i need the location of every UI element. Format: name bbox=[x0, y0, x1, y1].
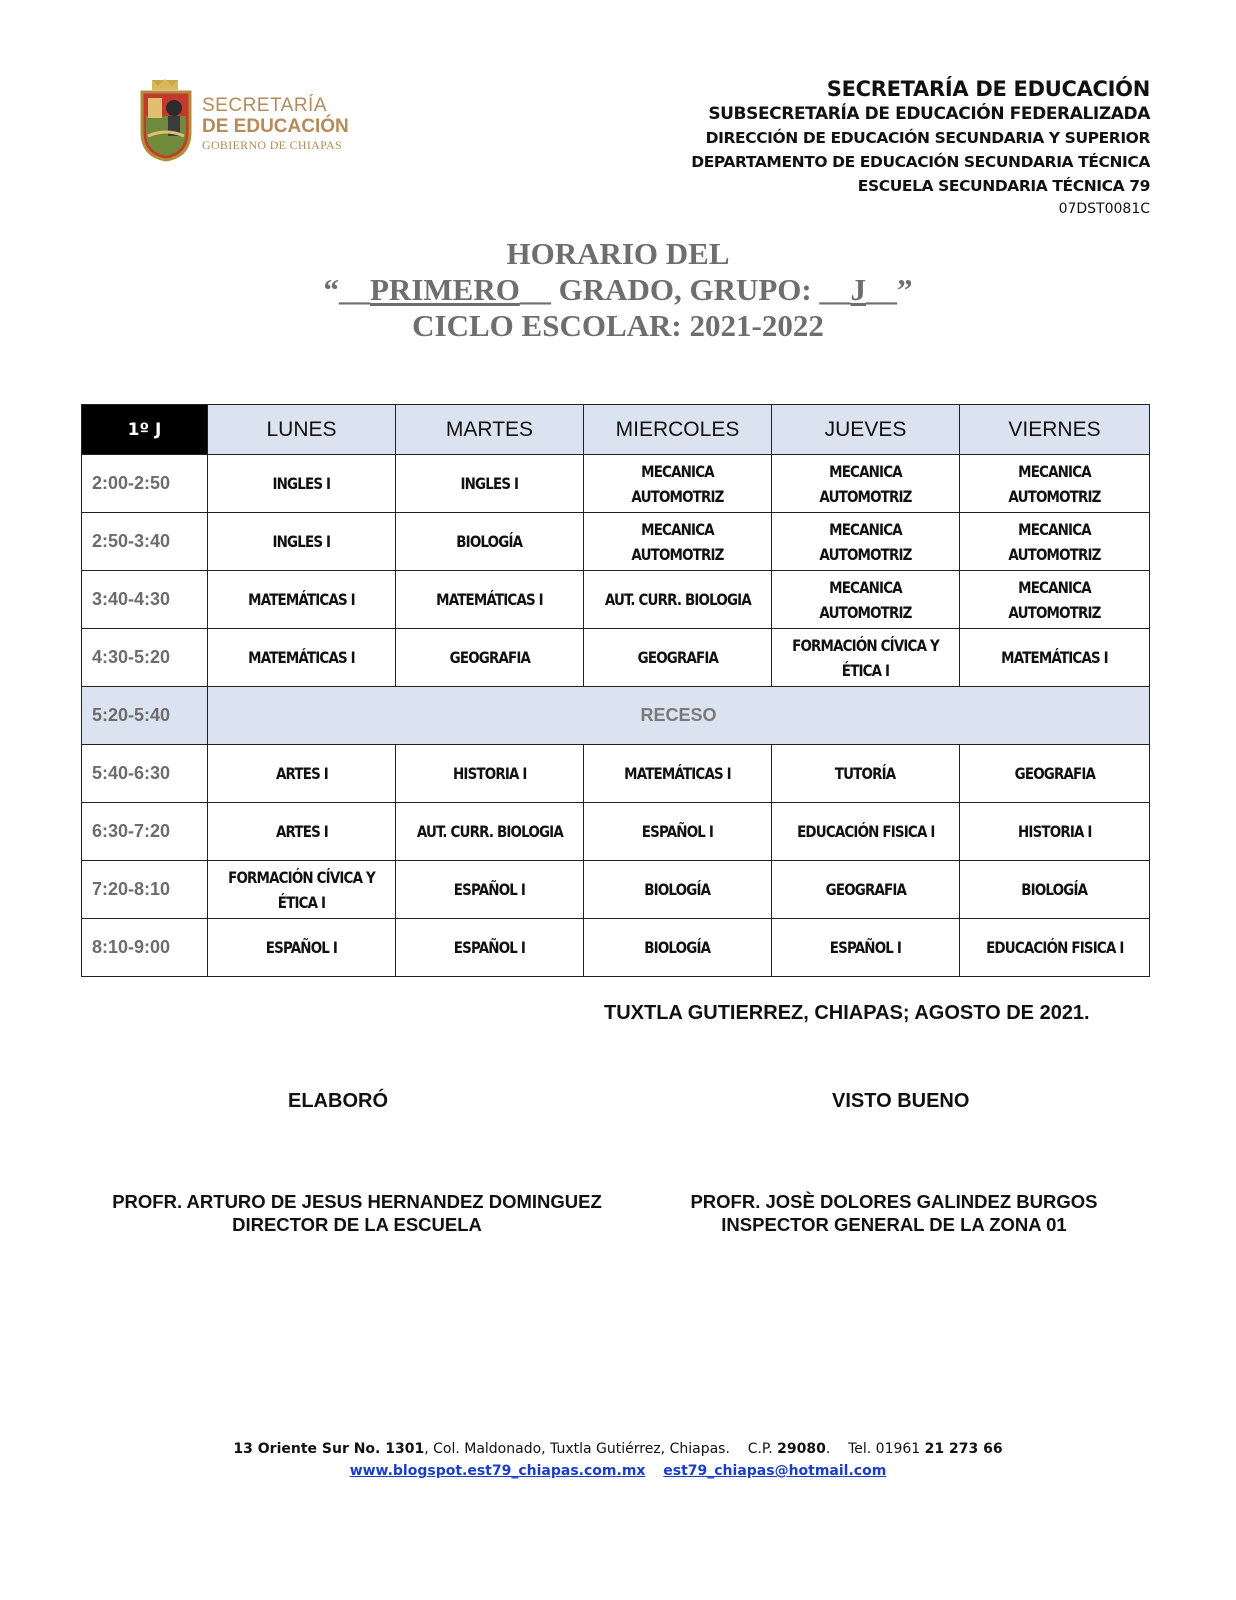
time-slot: 2:50-3:40 bbox=[82, 513, 208, 571]
subject-label: EDUCACIÓN FISICA I bbox=[796, 822, 935, 841]
subject-cell bbox=[584, 861, 772, 919]
schedule-row bbox=[82, 513, 1150, 571]
subject-cell bbox=[584, 455, 772, 513]
day-header: VIERNES bbox=[960, 405, 1150, 455]
subject-label: MATEMÁTICAS I bbox=[624, 764, 731, 783]
subject-label: HISTORIA I bbox=[452, 764, 527, 783]
time-slot: 8:10-9:00 bbox=[82, 919, 208, 977]
schedule-row bbox=[82, 919, 1150, 977]
day-header: LUNES bbox=[208, 405, 396, 455]
subject-label: BIOLOGÍA bbox=[644, 880, 711, 899]
recess-row bbox=[82, 687, 1150, 745]
time-slot: 2:00-2:50 bbox=[82, 455, 208, 513]
subject-cell bbox=[772, 571, 960, 629]
subject-label: MECANICA AUTOMOTRIZ bbox=[1008, 519, 1101, 564]
grado-value: PRIMERO bbox=[370, 272, 520, 307]
document-title bbox=[0, 236, 1236, 344]
subject-label: MECANICA AUTOMOTRIZ bbox=[819, 577, 912, 622]
subject-cell bbox=[396, 513, 584, 571]
right-signer-name: PROFR. JOSÈ DOLORES GALINDEZ BURGOS bbox=[690, 1191, 1098, 1212]
secretaria-logo bbox=[138, 78, 378, 164]
direccion-title: DIRECCIÓN DE EDUCACIÓN SECUNDARIA Y SUPERIOR bbox=[705, 129, 1150, 147]
subject-cell bbox=[208, 803, 396, 861]
subject-cell bbox=[772, 629, 960, 687]
logo-line-2: DE EDUCACIÓN bbox=[202, 116, 349, 137]
subject-cell bbox=[208, 861, 396, 919]
subject-cell bbox=[208, 513, 396, 571]
subject-label: MECANICA AUTOMOTRIZ bbox=[819, 461, 912, 506]
close-quote: ” bbox=[896, 272, 913, 307]
blank-before-grupo: __ bbox=[819, 272, 851, 307]
subject-cell bbox=[772, 745, 960, 803]
subject-cell bbox=[208, 919, 396, 977]
subject-label: FORMACIÓN CÍVICA Y ÉTICA I bbox=[792, 635, 939, 680]
left-signer-name: PROFR. ARTURO DE JESUS HERNANDEZ DOMINGUEZ bbox=[112, 1191, 602, 1212]
right-signer-role: INSPECTOR GENERAL DE LA ZONA 01 bbox=[721, 1214, 1067, 1235]
day-header: MARTES bbox=[396, 405, 584, 455]
footer bbox=[0, 1438, 1236, 1482]
subject-label: INGLES I bbox=[272, 474, 331, 493]
website-link[interactable]: www.blogspot.est79_chiapas.com.mx bbox=[349, 1463, 646, 1479]
subject-cell bbox=[208, 571, 396, 629]
subject-label: MECANICA AUTOMOTRIZ bbox=[631, 461, 724, 506]
subject-label: GEOGRAFIA bbox=[449, 648, 530, 667]
subject-label: EDUCACIÓN FISICA I bbox=[985, 938, 1124, 957]
subject-cell bbox=[772, 455, 960, 513]
subject-label: AUT. CURR. BIOLOGIA bbox=[416, 822, 563, 841]
coat-of-arms-icon bbox=[138, 78, 194, 162]
grado-grupo-label: GRADO, GRUPO: bbox=[550, 272, 820, 307]
subject-cell bbox=[584, 629, 772, 687]
footer-colony: , Col. Maldonado, Tuxtla Gutiérrez, Chiapas. C.P. bbox=[424, 1441, 778, 1457]
subject-label: BIOLOGÍA bbox=[456, 532, 523, 551]
subsecretaria-title: SUBSECRETARÍA DE EDUCACIÓN FEDERALIZADA bbox=[708, 104, 1150, 124]
subject-cell bbox=[772, 919, 960, 977]
time-slot: 7:20-8:10 bbox=[82, 861, 208, 919]
subject-label: GEOGRAFIA bbox=[1014, 764, 1095, 783]
departamento-title: DEPARTAMENTO DE EDUCACIÓN SECUNDARIA TÉCNICA bbox=[691, 153, 1150, 171]
subject-label: ARTES I bbox=[275, 764, 328, 783]
subject-cell bbox=[960, 513, 1150, 571]
schedule-row bbox=[82, 861, 1150, 919]
subject-label: ESPAÑOL I bbox=[641, 822, 714, 841]
time-slot: 6:30-7:20 bbox=[82, 803, 208, 861]
schedule-row bbox=[82, 455, 1150, 513]
subject-cell bbox=[396, 861, 584, 919]
subject-label: INGLES I bbox=[460, 474, 519, 493]
logo-line-3: GOBIERNO DE CHIAPAS bbox=[202, 138, 342, 152]
subject-cell bbox=[396, 919, 584, 977]
subject-label: ESPAÑOL I bbox=[265, 938, 338, 957]
blank-after-grado: __ bbox=[519, 272, 551, 307]
place-date: TUXTLA GUTIERREZ, CHIAPAS; AGOSTO DE 2021. bbox=[604, 1002, 1090, 1024]
subject-cell bbox=[772, 513, 960, 571]
subject-label: ESPAÑOL I bbox=[829, 938, 902, 957]
subject-label: MATEMÁTICAS I bbox=[1001, 648, 1108, 667]
schedule-row bbox=[82, 571, 1150, 629]
logo-line-1: SECRETARÍA bbox=[202, 95, 328, 116]
left-signer-role: DIRECTOR DE LA ESCUELA bbox=[232, 1214, 482, 1235]
day-header: MIERCOLES bbox=[584, 405, 772, 455]
subject-cell bbox=[960, 745, 1150, 803]
subject-label: MECANICA AUTOMOTRIZ bbox=[819, 519, 912, 564]
subject-cell bbox=[584, 513, 772, 571]
schedule-row bbox=[82, 803, 1150, 861]
group-label: 1º J bbox=[82, 405, 208, 455]
email-link[interactable]: est79_chiapas@hotmail.com bbox=[663, 1463, 887, 1479]
footer-tel-label: . Tel. 01961 bbox=[825, 1441, 925, 1457]
blank-before-grado: __ bbox=[339, 272, 370, 307]
subject-cell bbox=[396, 629, 584, 687]
subject-label: GEOGRAFIA bbox=[637, 648, 718, 667]
subject-cell bbox=[772, 803, 960, 861]
subject-label: GEOGRAFIA bbox=[825, 880, 906, 899]
secretaria-title: SECRETARÍA DE EDUCACIÓN bbox=[826, 77, 1150, 101]
schedule-row bbox=[82, 745, 1150, 803]
elaboro-label: ELABORÓ bbox=[288, 1090, 388, 1112]
subject-label: MATEMÁTICAS I bbox=[248, 648, 355, 667]
subject-label: MATEMÁTICAS I bbox=[436, 590, 543, 609]
subject-cell bbox=[396, 745, 584, 803]
day-header: JUEVES bbox=[772, 405, 960, 455]
subject-label: ESPAÑOL I bbox=[453, 880, 526, 899]
subject-cell bbox=[208, 745, 396, 803]
subject-cell bbox=[208, 455, 396, 513]
schedule-row bbox=[82, 629, 1150, 687]
time-slot: 4:30-5:20 bbox=[82, 629, 208, 687]
subject-label: FORMACIÓN CÍVICA Y ÉTICA I bbox=[228, 867, 375, 912]
subject-cell bbox=[772, 861, 960, 919]
recess-label: RECESO bbox=[208, 687, 1150, 745]
open-quote: “ bbox=[323, 272, 339, 307]
footer-street: 13 Oriente Sur No. 1301 bbox=[233, 1441, 425, 1457]
subject-cell bbox=[396, 455, 584, 513]
subject-label: HISTORIA I bbox=[1017, 822, 1092, 841]
time-slot: 5:40-6:30 bbox=[82, 745, 208, 803]
title-line-1: HORARIO DEL bbox=[506, 236, 730, 271]
subject-cell bbox=[396, 571, 584, 629]
subject-label: MECANICA AUTOMOTRIZ bbox=[1008, 577, 1101, 622]
subject-label: INGLES I bbox=[272, 532, 331, 551]
subject-cell bbox=[960, 861, 1150, 919]
subject-cell bbox=[584, 571, 772, 629]
subject-label: MECANICA AUTOMOTRIZ bbox=[1008, 461, 1101, 506]
left-signature bbox=[94, 1190, 620, 1236]
title-line-2 bbox=[0, 272, 1236, 308]
subject-label: MECANICA AUTOMOTRIZ bbox=[631, 519, 724, 564]
subject-label: TUTORÍA bbox=[835, 764, 896, 783]
school-code: 07DST0081C bbox=[1058, 201, 1150, 217]
time-slot: 3:40-4:30 bbox=[82, 571, 208, 629]
subject-cell bbox=[584, 745, 772, 803]
subject-cell bbox=[960, 803, 1150, 861]
footer-address bbox=[0, 1438, 1236, 1460]
subject-cell bbox=[960, 919, 1150, 977]
footer-tel: 21 273 66 bbox=[924, 1441, 1003, 1457]
subject-cell bbox=[584, 919, 772, 977]
schedule-header-row bbox=[82, 405, 1150, 455]
subject-label: BIOLOGÍA bbox=[1021, 880, 1088, 899]
recess-time: 5:20-5:40 bbox=[82, 687, 208, 745]
subject-label: BIOLOGÍA bbox=[644, 938, 711, 957]
subject-label: AUT. CURR. BIOLOGIA bbox=[604, 590, 751, 609]
footer-cp: 29080 bbox=[777, 1441, 826, 1457]
subject-label: ESPAÑOL I bbox=[453, 938, 526, 957]
subject-cell bbox=[960, 629, 1150, 687]
subject-label: MATEMÁTICAS I bbox=[248, 590, 355, 609]
visto-bueno-label: VISTO BUENO bbox=[832, 1090, 970, 1112]
subject-label: ARTES I bbox=[275, 822, 328, 841]
grupo-value: J bbox=[850, 272, 866, 307]
subject-cell bbox=[960, 455, 1150, 513]
footer-links bbox=[0, 1460, 1236, 1482]
title-line-3: CICLO ESCOLAR: 2021-2022 bbox=[412, 308, 824, 343]
subject-cell bbox=[584, 803, 772, 861]
subject-cell bbox=[396, 803, 584, 861]
right-signature bbox=[676, 1190, 1112, 1236]
subject-cell bbox=[960, 571, 1150, 629]
subject-cell bbox=[208, 629, 396, 687]
blank-after-grupo: __ bbox=[865, 272, 897, 307]
institution-header bbox=[691, 76, 1150, 220]
escuela-title: ESCUELA SECUNDARIA TÉCNICA 79 bbox=[857, 177, 1150, 195]
schedule-table bbox=[81, 404, 1150, 977]
